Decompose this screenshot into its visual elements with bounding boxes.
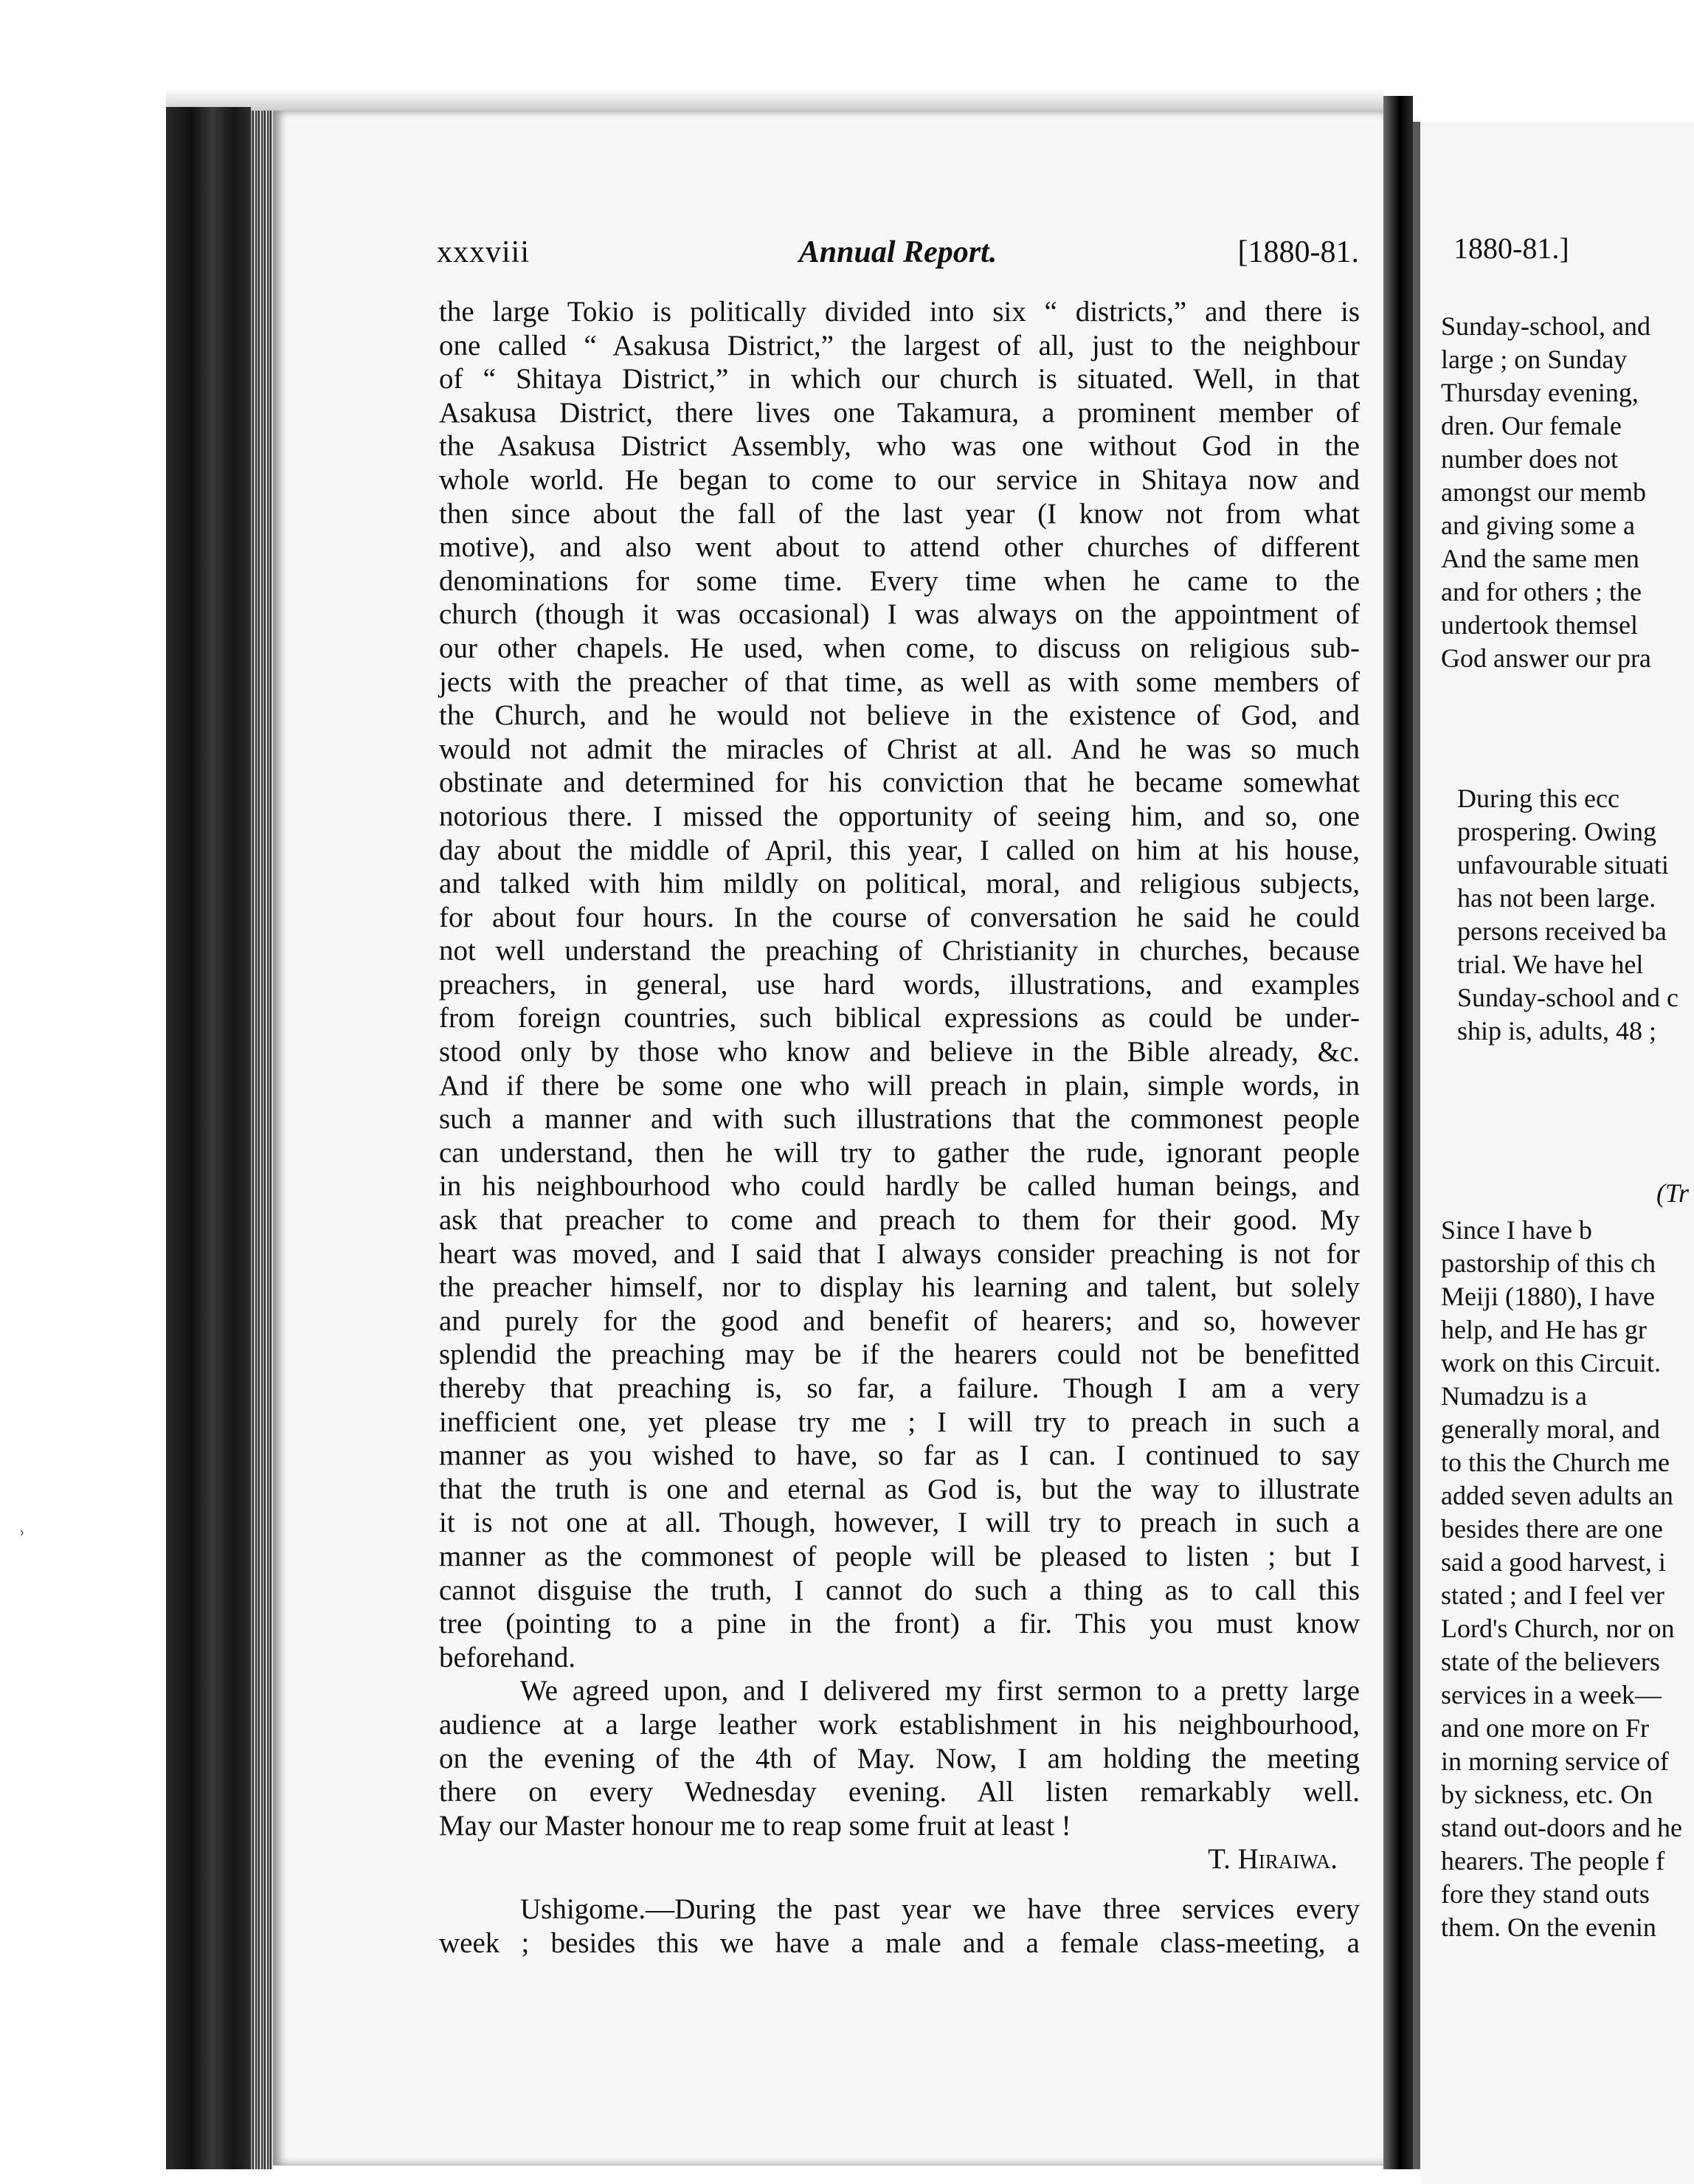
right-line: generally moral, and (1441, 1414, 1660, 1444)
body-line: Ushigome.—During the past year we have three services every (520, 1893, 1360, 1925)
right-line: work on this Circuit. (1441, 1348, 1661, 1378)
body-line: inefficient one, yet please try me ; I will try to preach in such a (439, 1406, 1360, 1438)
right-line: and for others ; the (1441, 577, 1642, 607)
body-line: can understand, then he will try to gather the rude, ignorant people (439, 1136, 1360, 1169)
right-line: has not been large. (1457, 883, 1656, 913)
right-line: fore they stand outs (1441, 1879, 1650, 1909)
right-line: state of the believers (1441, 1647, 1660, 1676)
right-page (1420, 122, 1694, 2184)
body-line: May our Master honour me to reap some fruit at least ! (439, 1809, 1071, 1842)
body-line: week ; besides this we have a male and a female class-meeting, a (439, 1926, 1360, 1959)
right-line: help, and He has gr (1441, 1315, 1647, 1344)
right-line: prospering. Owing (1457, 817, 1656, 846)
body-line: and talked with him mildly on political, moral, and religious subjects, (439, 868, 1360, 900)
right-line: pastorship of this ch (1441, 1248, 1656, 1278)
signature: T. Hiraiwa. (1208, 1843, 1338, 1876)
right-line: persons received ba (1457, 916, 1667, 946)
right-line: to this the Church me (1441, 1448, 1670, 1477)
right-block-2 (1457, 782, 1679, 1048)
right-line: Sunday-school and c (1457, 983, 1679, 1012)
right-line: hearers. The people f (1441, 1846, 1665, 1876)
right-line: number does not (1441, 444, 1618, 474)
body-line: beforehand. (439, 1641, 576, 1673)
right-line: Lord's Church, nor on (1441, 1614, 1675, 1643)
right-line: stated ; and I feel ver (1441, 1580, 1664, 1610)
body-line: in his neighbourhood who could hardly be called human beings, and (439, 1170, 1360, 1203)
body-line: preachers, in general, use hard words, illustrations, and examples (439, 968, 1360, 1001)
body-line: then since about the fall of the last year (I know not from what (439, 497, 1360, 530)
right-block-3 (1441, 1214, 1682, 1944)
right-line: Numadzu is a (1441, 1381, 1587, 1411)
right-line: said a good harvest, i (1441, 1547, 1666, 1577)
body-line: ask that preacher to come and preach to them for their good. My (439, 1204, 1360, 1237)
right-line: stand out-doors and he (1441, 1813, 1682, 1842)
body-line: the Church, and he would not believe in the existence of God, and (439, 699, 1360, 732)
body-line: church (though it was occasional) I was always on the appointment of (439, 598, 1360, 631)
right-line: And the same men (1441, 544, 1639, 573)
right-line: During this ecc (1457, 784, 1619, 813)
body-line: motive), and also went about to attend other churches of different (439, 531, 1360, 564)
body-line: would not admit the miracles of Christ at all. And he was so much (439, 733, 1360, 765)
body-line: obstinate and determined for his conviction that he became somewhat (439, 767, 1360, 799)
right-line: Since I have b (1441, 1215, 1592, 1245)
body-line: And if there be some one who will preach in plain, simple words, in (439, 1069, 1360, 1102)
body-line: stood only by those who know and believe in the Bible already, &c. (439, 1036, 1360, 1068)
body-line: notorious there. I missed the opportunity of seeing him, and so, one (439, 800, 1360, 832)
body-line: denominations for some time. Every time when he came to the (439, 564, 1360, 597)
body-line: Asakusa District, there lives one Takamura, a prominent member of (439, 396, 1360, 429)
body-line: not well understand the preaching of Christianity in churches, because (439, 935, 1360, 967)
right-line: and giving some a (1441, 511, 1635, 540)
right-line: ship is, adults, 48 ; (1457, 1016, 1657, 1046)
body-line: such a manner and with such illustrations that the commonest people (439, 1103, 1360, 1136)
body-line: splendid the preaching may be if the hearers could not be benefitted (439, 1338, 1360, 1371)
page-edge-lines (251, 111, 273, 2169)
body-line: the large Tokio is politically divided into six “ districts,” and there is (439, 296, 1360, 328)
right-line: unfavourable situati (1457, 850, 1669, 880)
year-range: [1880-81. (1237, 235, 1359, 269)
body-line: heart was moved, and I said that I always consider preaching is not for (439, 1237, 1360, 1270)
right-line: large ; on Sunday (1441, 345, 1628, 374)
body-line: and purely for the good and benefit of hearers; and so, however (439, 1304, 1360, 1337)
body-line: it is not one at all. Though, however, I will try to preach in such a (439, 1507, 1360, 1539)
right-line: trial. We have hel (1457, 950, 1644, 979)
body-line: our other chapels. He used, when come, to discuss on religious sub- (439, 632, 1360, 664)
body-line: audience at a large leather work establishment in his neighbourhood, (439, 1708, 1360, 1741)
body-line: the preacher himself, nor to display his learning and talent, but solely (439, 1271, 1360, 1304)
margin-mark: ʾ (18, 1527, 27, 1555)
right-line: Sunday-school, and (1441, 311, 1650, 341)
left-page-header (437, 235, 1359, 279)
right-line: besides there are one (1441, 1514, 1663, 1544)
right-block-1 (1441, 310, 1651, 675)
book-gutter (1383, 96, 1413, 2169)
body-line: manner as the commonest of people will be pleased to listen ; but I (439, 1540, 1360, 1572)
right-block-3-heading: (Tr (1656, 1178, 1690, 1208)
body-line: manner as you wished to have, so far as I can. I continued to say (439, 1440, 1360, 1472)
right-line: undertook themsel (1441, 610, 1638, 640)
right-page-header: 1880-81.] (1453, 232, 1569, 265)
right-line: dren. Our female (1441, 411, 1622, 440)
right-line: in morning service of (1441, 1746, 1669, 1776)
right-line: services in a week— (1441, 1680, 1662, 1710)
body-line: day about the middle of April, this year, I called on him at his house, (439, 834, 1360, 866)
body-line: of “ Shitaya District,” in which our church is situated. Well, in that (439, 363, 1360, 395)
body-line: thereby that preaching is, so far, a failure. Though I am a very (439, 1372, 1360, 1404)
body-line: for about four hours. In the course of conversation he said he could (439, 901, 1360, 933)
body-line: We agreed upon, and I delivered my first sermon to a pretty large (520, 1675, 1360, 1707)
right-line: and one more on Fr (1441, 1713, 1649, 1743)
running-title: Annual Report. (798, 235, 998, 269)
body-line: tree (pointing to a pine in the front) a fir. This you must know (439, 1608, 1360, 1640)
left-page-body (439, 295, 1360, 1960)
right-line: them. On the evenin (1441, 1912, 1656, 1942)
body-line: cannot disguise the truth, I cannot do such a thing as to call this (439, 1574, 1360, 1606)
right-line: Thursday evening, (1441, 378, 1639, 407)
page-number: xxxviii (437, 235, 530, 269)
right-line: Meiji (1880), I have (1441, 1282, 1655, 1311)
body-line: jects with the preacher of that time, as well as with some members of (439, 666, 1360, 698)
right-line: amongst our memb (1441, 477, 1646, 507)
body-line: that the truth is one and eternal as God is, but the way to illustrate (439, 1473, 1360, 1505)
right-line: God answer our pra (1441, 643, 1651, 673)
body-line: one called “ Asakusa District,” the largest of all, just to the neighbour (439, 329, 1360, 362)
book-gutter-edge (1413, 122, 1420, 2169)
body-line: from foreign countries, such biblical expressions as could be under- (439, 1002, 1360, 1034)
book-fore-edge (166, 107, 251, 2169)
right-line: by sickness, etc. On (1441, 1780, 1653, 1809)
body-line: whole world. He began to come to our service in Shitaya now and (439, 463, 1360, 496)
right-line: added seven adults an (1441, 1481, 1673, 1510)
body-line: there on every Wednesday evening. All listen remarkably well. (439, 1776, 1360, 1808)
body-line: on the evening of the 4th of May. Now, I am holding the meeting (439, 1742, 1360, 1774)
paragraph-gap (439, 1876, 1360, 1893)
body-line: the Asakusa District Assembly, who was one without God in the (439, 430, 1360, 463)
